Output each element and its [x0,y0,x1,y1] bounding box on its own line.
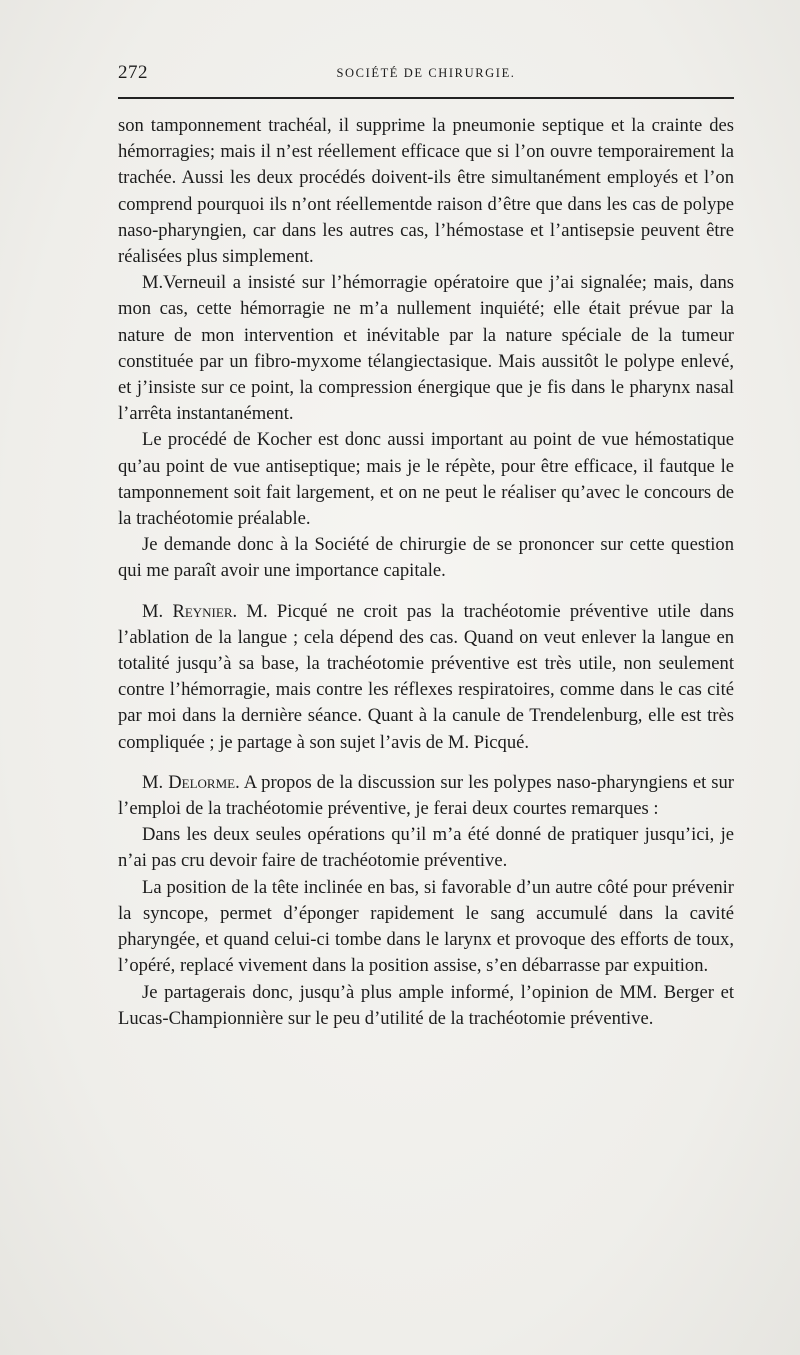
body-text [118,113,734,1032]
paragraph-delorme [118,770,734,822]
speaker-name: M. Reynier. [142,600,238,622]
paragraph: Le procédé de Kocher est donc aussi important au point de vue hémostatique qu’au point de vue antiseptique; mais je le répète, pour être efficace, il fautque le tamponnement soit fait largement, et on ne peut le réaliser qu’avec le concours de la trachéotomie préalable. [118,429,734,530]
paragraph: Je demande donc à la Société de chirurgie de se prononcer sur cette question qui me paraît avoir une importance capitale. [118,534,734,582]
paragraph: son tamponnement trachéal, il supprime la pneumonie septique et la crainte des hémorragies; mais il n’est réellement efficace que si l’on ouvre temporairement la trachée. Aussi les deux procédés doivent-ils être simultanément employés et l’on comprend pourquoi ils n’ont réellementde raison d’être que dans les cas de polype naso-pharyngien, car dans les autres cas, l’hémostase et l’antisepsie peuvent être réalisées plus simplement. [118,115,734,268]
running-head: SOCIÉTÉ DE CHIRURGIE. [336,66,516,80]
paragraph: La position de la tête inclinée en bas, si favorable d’un autre côté pour prévenir la syncope, permet d’éponger rapidement le sang accumulé dans la cavité pharyngée, et quand celui-ci tombe dans le larynx et provoque des efforts de toux, l’opéré, replacé vivement dans la position assise, s’en débarrasse par expuition. [118,876,734,977]
page-number: 272 [118,62,148,83]
paragraph-text: M. Picqué ne croit pas la trachéotomie préventive utile dans l’ablation de la langue ; cela dépend des cas. Quand on veut enlever la langue en totalité jusqu’à sa base, la trachéotomie préventive est très utile, non seulement contre l’hémorragie, mais contre les réflexes respiratoires, comme dans le cas cité par moi dans la dernière séance. Quant à la canule de Trendelenburg, elle est très compliquée ; je partage à son sujet l’avis de M. Picqué. [118,600,734,753]
speaker-name: M. Delorme. [142,771,240,793]
paragraph-text: A propos de la discussion sur les polypes naso-pharyngiens et sur l’emploi de la trachéotomie préventive, je ferai deux courtes remarques : [118,771,734,820]
paragraph: M.Verneuil a insisté sur l’hémorragie opératoire que j’ai signalée; mais, dans mon cas, cette hémorragie ne m’a nullement inquiété; elle était prévue par la nature de mon intervention et inévitable par la nature spéciale de la tumeur constituée par un fibro-myxome télangiectasique. Mais aussitôt le polype enlevé, et j’insiste sur ce point, la compression énergique que je fis dans le pharynx nasal l’arrêta instantanément. [118,272,734,425]
paragraph-reynier [118,599,734,756]
paragraph: Je partagerais donc, jusqu’à plus ample informé, l’opinion de MM. Berger et Lucas-Championnière sur le peu d’utilité de la trachéotomie préventive. [118,981,734,1029]
paragraph: Dans les deux seules opérations qu’il m’a été donné de pratiquer jusqu’ici, je n’ai pas cru devoir faire de trachéotomie préventive. [118,824,734,872]
header-rule [118,97,734,99]
page-header [118,62,734,88]
